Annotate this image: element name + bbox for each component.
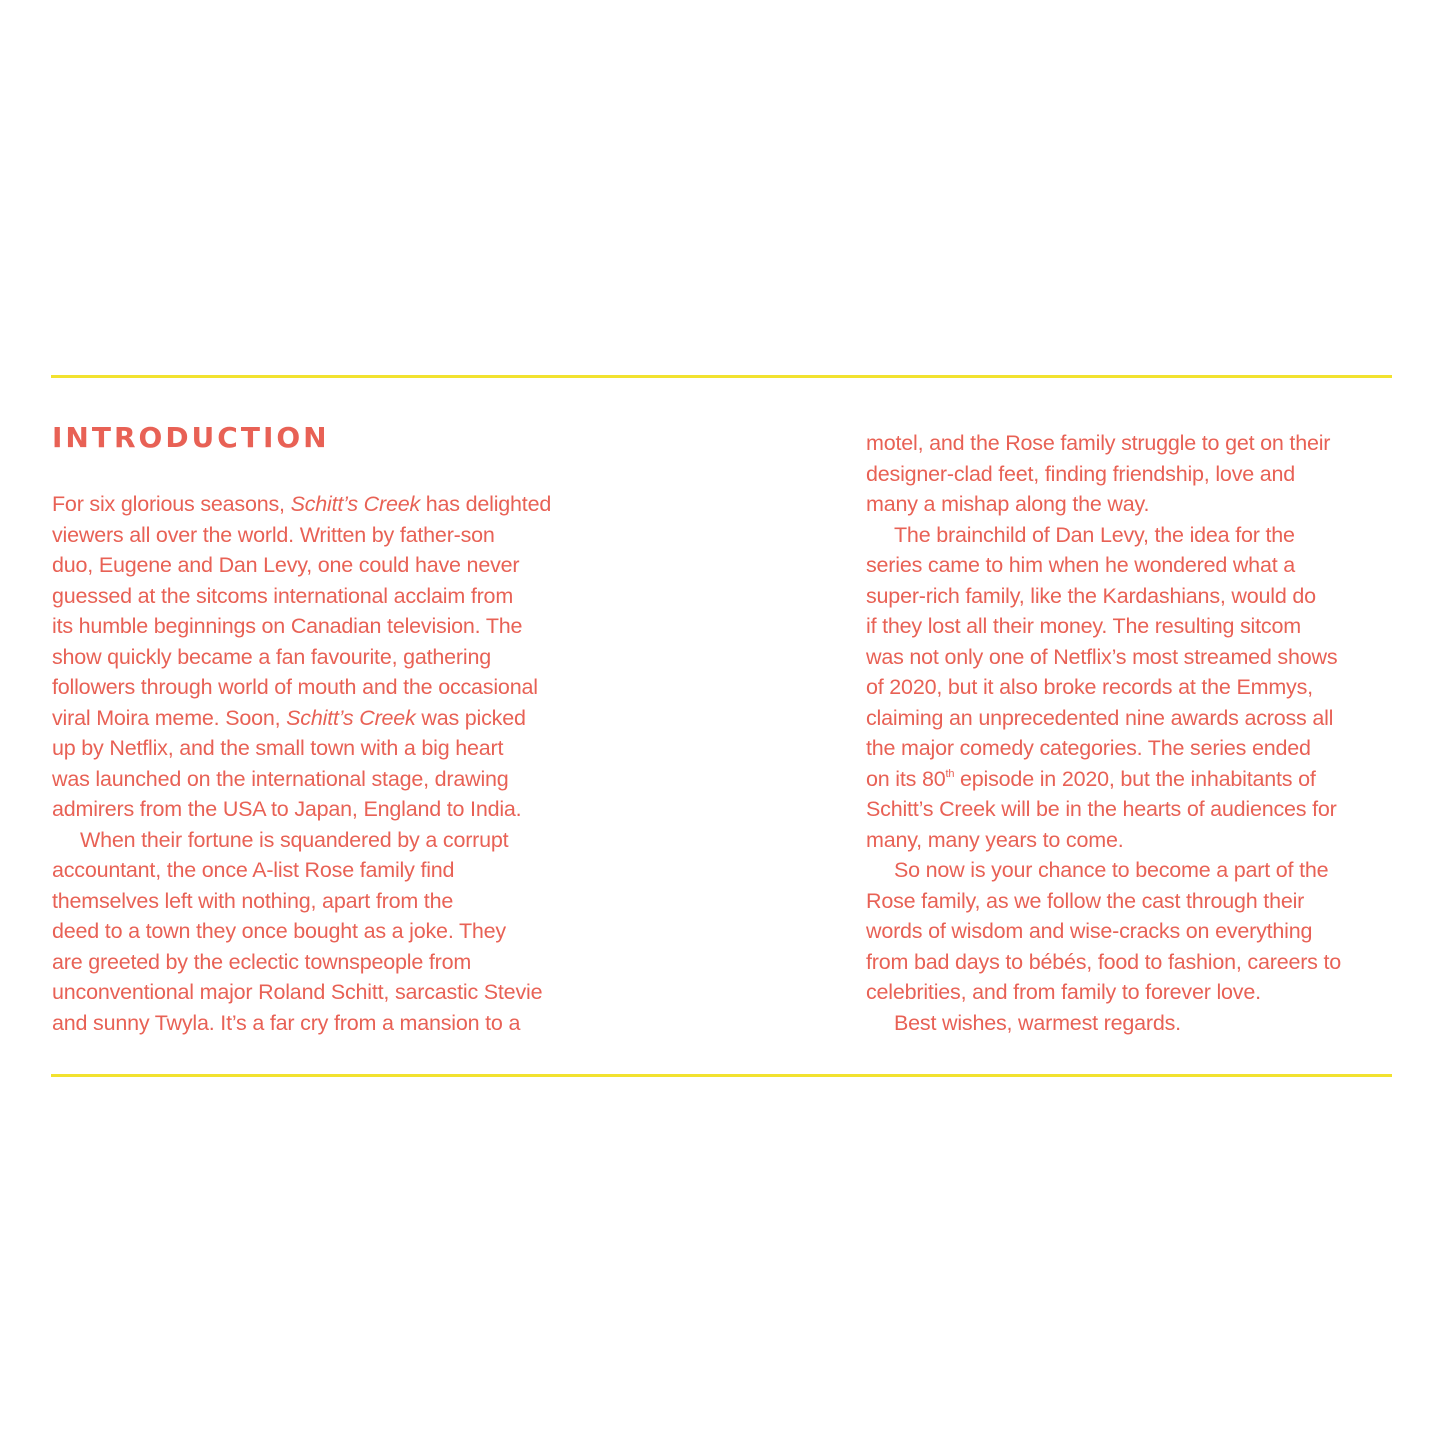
text-line: up by Netflix, and the small town with a big heart — [52, 736, 504, 760]
ordinal-suffix: th — [945, 767, 955, 780]
text-line: show quickly became a fan favourite, gathering — [52, 644, 491, 669]
text-line: unconventional major Roland Schitt, sarcastic Stevie — [52, 980, 543, 1004]
text-line: claiming an unprecedented nine awards across all — [866, 705, 1334, 730]
sign-off: Best wishes, warmest regards. — [894, 1010, 1181, 1035]
text-line: many, many years to come. — [866, 827, 1124, 852]
show-title: Schitt’s Creek — [290, 492, 421, 516]
text-line: When their fortune is squandered by a corrupt — [80, 827, 509, 852]
bottom-divider — [51, 1074, 1392, 1077]
text-line: are greeted by the eclectic townspeople from — [52, 949, 472, 974]
text-line: duo, Eugene and Dan Levy, one could have never — [52, 553, 520, 577]
text-line: Schitt’s Creek will be in the hearts of audiences for — [866, 797, 1337, 821]
text-line: The brainchild of Dan Levy, the idea for the — [894, 522, 1295, 547]
text-line: and sunny Twyla. It’s a far cry from a mansion to a — [52, 1010, 521, 1035]
text-line: For six glorious seasons, Schitt’s Creek has delighted — [52, 492, 552, 516]
text-line: deed to a town they once bought as a joke. They — [52, 919, 506, 943]
text-line: on its 80th episode in 2020, but the inhabitants of — [866, 766, 1316, 791]
text-line: was not only one of Netflix’s most streamed shows — [866, 644, 1338, 669]
text-line: So now is your chance to become a part of the — [894, 858, 1329, 882]
text-line: was launched on the international stage, drawing — [52, 766, 509, 791]
text-line: many a mishap along the way. — [866, 492, 1150, 516]
text-line: super-rich family, like the Kardashians, would do — [866, 583, 1316, 608]
text-line: Rose family, as we follow the cast through their — [866, 888, 1305, 913]
right-column — [866, 428, 1341, 1038]
text-line: guessed at the sitcoms international acclaim from — [52, 583, 514, 608]
text-line: of 2020, but it also broke records at the Emmys, — [866, 675, 1313, 699]
text-line: accountant, the once A-list Rose family find — [52, 858, 455, 882]
text-line: themselves left with nothing, apart from the — [52, 888, 454, 913]
text-line: viewers all over the world. Written by father-son — [52, 522, 495, 547]
text-line: viral Moira meme. Soon, Schitt’s Creek was picked — [52, 705, 526, 730]
left-column — [52, 489, 551, 1038]
text-line: the major comedy categories. The series ended — [866, 736, 1311, 760]
text-line: series came to him when he wondered what a — [866, 553, 1296, 577]
text-line: its humble beginnings on Canadian television. The — [52, 614, 523, 638]
top-divider — [51, 375, 1392, 378]
text-line: followers through world of mouth and the occasional — [52, 675, 538, 699]
text-line: from bad days to bébés, food to fashion, careers to — [866, 949, 1342, 974]
text-line: motel, and the Rose family struggle to get on their — [866, 431, 1331, 455]
text-line: if they lost all their money. The resulting sitcom — [866, 614, 1301, 638]
text-line: words of wisdom and wise-cracks on everything — [866, 919, 1313, 943]
text-line: admirers from the USA to Japan, England to India. — [52, 797, 522, 821]
show-title: Schitt’s Creek — [286, 705, 416, 730]
text-line: designer-clad feet, finding friendship, love and — [866, 461, 1296, 486]
text-line: celebrities, and from family to forever love. — [866, 980, 1261, 1004]
section-heading: INTRODUCTION — [52, 421, 330, 454]
